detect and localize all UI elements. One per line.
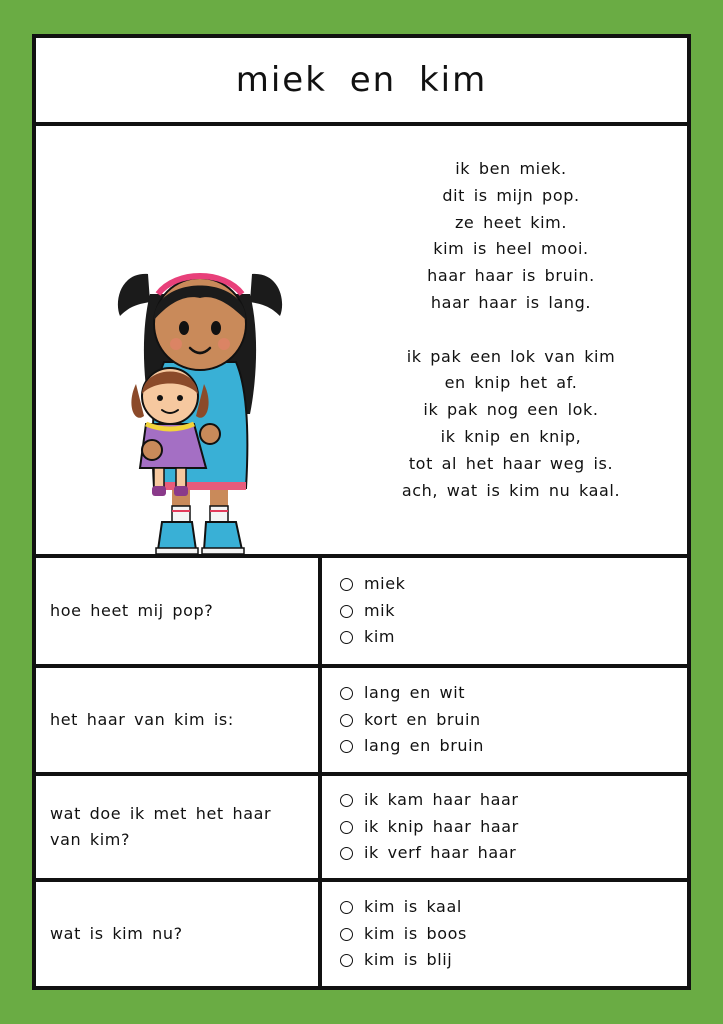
option-label: kim is boos: [364, 923, 467, 943]
radio-circle-icon[interactable]: [340, 901, 353, 914]
title-box: [36, 38, 687, 126]
option-label: kim: [364, 627, 396, 647]
story-line: dit is mijn pop.: [442, 185, 580, 205]
answer-options: [322, 558, 406, 664]
worksheet: [32, 34, 691, 990]
option-label: kim is kaal: [364, 897, 462, 917]
story-text: [356, 156, 666, 504]
paragraph-gap: [356, 317, 666, 344]
radio-circle-icon[interactable]: [340, 578, 353, 591]
radio-circle-icon[interactable]: [340, 740, 353, 753]
story-line: ik knip en knip,: [440, 426, 582, 446]
option-label: ik kam haar haar: [364, 790, 519, 810]
radio-circle-icon[interactable]: [340, 847, 353, 860]
option-label: miek: [364, 574, 406, 594]
question-text: hoe heet mij pop?: [36, 558, 322, 664]
answer-option[interactable]: [340, 787, 519, 814]
question-row: [36, 558, 687, 668]
story-line: ik pak een lok van kim: [406, 346, 616, 366]
radio-circle-icon[interactable]: [340, 821, 353, 834]
answer-option[interactable]: [340, 894, 467, 921]
story-line: ik ben miek.: [455, 159, 567, 178]
girl-holding-doll-image: [110, 254, 290, 560]
option-label: kort en bruin: [364, 709, 481, 729]
answer-options: [322, 776, 519, 878]
answer-option[interactable]: [340, 707, 484, 734]
option-label: ik knip haar haar: [364, 816, 519, 836]
answer-options: [322, 668, 484, 772]
radio-circle-icon[interactable]: [340, 605, 353, 618]
story-line: haar haar is bruin.: [427, 266, 595, 286]
radio-circle-icon[interactable]: [340, 928, 353, 941]
answer-option[interactable]: [340, 598, 406, 625]
answer-option[interactable]: [340, 680, 484, 707]
question-text: wat is kim nu?: [36, 882, 322, 986]
story-line: en knip het af.: [444, 373, 578, 393]
option-label: ik verf haar haar: [364, 843, 517, 863]
story-line: kim is heel mooi.: [433, 239, 589, 259]
story-line: ze heet kim.: [454, 212, 568, 232]
radio-circle-icon[interactable]: [340, 954, 353, 967]
radio-circle-icon[interactable]: [340, 794, 353, 807]
option-label: lang en wit: [364, 683, 466, 703]
story-line: ik pak nog een lok.: [423, 400, 599, 420]
story-box: [36, 126, 687, 558]
page-title: miek en kim: [235, 60, 488, 100]
story-line: tot al het haar weg is.: [408, 453, 614, 473]
option-label: kim is blij: [364, 950, 453, 970]
question-row: [36, 668, 687, 776]
question-text: wat doe ik met het haar van kim?: [36, 776, 322, 878]
question-text: het haar van kim is:: [36, 668, 322, 772]
answer-options: [322, 882, 467, 986]
question-row: [36, 776, 687, 882]
story-line: haar haar is lang.: [430, 292, 592, 312]
radio-circle-icon[interactable]: [340, 631, 353, 644]
answer-option[interactable]: [340, 733, 484, 760]
radio-circle-icon[interactable]: [340, 687, 353, 700]
answer-option[interactable]: [340, 947, 467, 974]
story-line: ach, wat is kim nu kaal.: [401, 480, 621, 500]
radio-circle-icon[interactable]: [340, 714, 353, 727]
answer-option[interactable]: [340, 571, 406, 598]
answer-option[interactable]: [340, 814, 519, 841]
option-label: mik: [364, 600, 396, 620]
question-row: [36, 882, 687, 986]
answer-option[interactable]: [340, 840, 519, 867]
answer-option[interactable]: [340, 624, 406, 651]
answer-option[interactable]: [340, 921, 467, 948]
option-label: lang en bruin: [364, 736, 484, 756]
